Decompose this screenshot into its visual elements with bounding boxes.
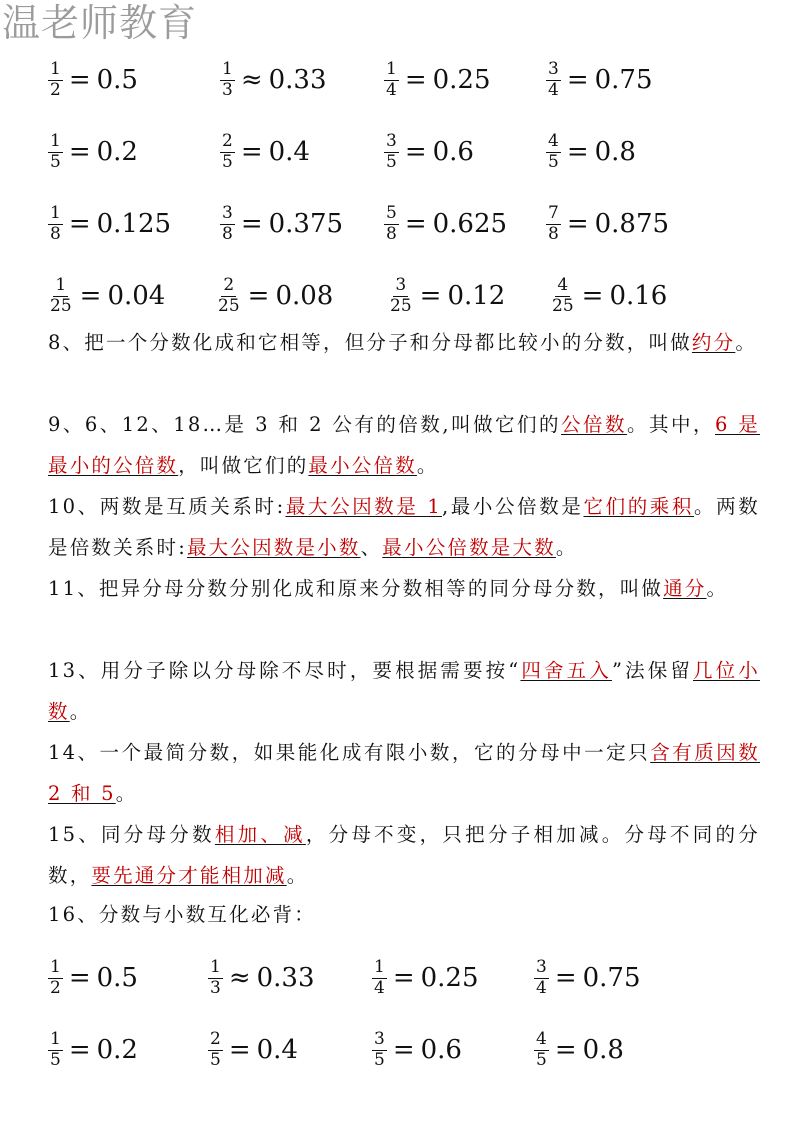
answer-blank: 最大公因数是 1 [285,495,442,518]
answer-blank: 最小公倍数 [308,454,417,477]
item-14: 14、一个最简分数，如果能化成有限小数，它的分母中一定只含有质因数 2 和 5。 [48,741,760,805]
fraction-cell: $\frac{1}{2}$ = 0.5 [50,58,138,100]
fraction-cell: $\frac{3}{8}$ = 0.375 [222,202,344,244]
answer-blank: 它们的乘积 [583,495,695,518]
fraction-row [0,196,800,252]
fraction-row [0,1022,800,1078]
item-16: 16、分数与小数互化必背： [48,903,316,926]
fraction-cell: $\frac{1}{5}$ = 0.2 [50,130,138,172]
fraction-cell: $\frac{7}{8}$ = 0.875 [548,202,670,244]
fraction-cell: $\frac{4}{5}$ = 0.8 [548,130,636,172]
fraction-cell: $\frac{1}{25}$ = 0.04 [50,274,166,316]
fraction-cell: $\frac{5}{8}$ = 0.625 [386,202,508,244]
answer-blank: 几位小数 [48,659,760,723]
item-13: 13、用分子除以分母除不尽时，要根据需要按“四舍五入”法保留几位小数。 [48,659,760,723]
item-11: 11、把异分母分数分别化成和原来分数相等的同分母分数，叫做通分。 [48,577,729,600]
fraction-cell: $\frac{1}{4}$ = 0.25 [386,58,491,100]
fraction-cell: $\frac{3}{4}$ = 0.75 [548,58,653,100]
answer-blank: 四舍五入 [520,659,612,682]
fraction-cell: $\frac{1}{5}$ = 0.2 [50,1028,138,1070]
answer-blank: 6 是最小的公倍数 [48,413,760,477]
answer-blank: 最大公因数是小数 [186,536,361,559]
fraction-cell: $\frac{1}{4}$ = 0.25 [374,956,479,998]
fraction-row [0,268,800,324]
fraction-cell: $\frac{4}{25}$ = 0.16 [552,274,668,316]
fraction-cell: $\frac{3}{4}$ = 0.75 [536,956,641,998]
fraction-cell: $\frac{2}{5}$ = 0.4 [210,1028,298,1070]
fraction-cell: $\frac{3}{5}$ = 0.6 [374,1028,462,1070]
answer-blank: 通分 [663,577,707,600]
fraction-row [0,124,800,180]
fraction-cell: $\frac{3}{5}$ = 0.6 [386,130,474,172]
fraction-cell: $\frac{3}{25}$ = 0.12 [390,274,506,316]
fraction-cell: $\frac{1}{2}$ = 0.5 [50,956,138,998]
item-8: 8、把一个分数化成和它相等，但分子和分母都比较小的分数，叫做约分。 [48,331,758,354]
answer-blank: 要先通分才能相加减 [91,864,287,887]
answer-blank: 含有质因数 2 和 5 [48,741,760,805]
fraction-row [0,950,800,1006]
answer-blank: 相加、减 [214,823,306,846]
fraction-cell: $\frac{1}{8}$ = 0.125 [50,202,172,244]
fraction-cell: $\frac{4}{5}$ = 0.8 [536,1028,624,1070]
answer-blank: 约分 [691,331,736,354]
fraction-cell: $\frac{2}{5}$ = 0.4 [222,130,310,172]
item-15: 15、同分母分数相加、减，分母不变，只把分子相加减。分母不同的分数，要先通分才能相加减。 [48,823,760,887]
answer-blank: 公倍数 [561,413,628,436]
item-9: 9、6、12、18…是 3 和 2 公有的倍数,叫做它们的公倍数。其中，6 是最小的公倍数，叫做它们的最小公倍数。 [48,413,760,477]
fraction-row [0,52,800,108]
fraction-cell: $\frac{2}{25}$ = 0.08 [218,274,334,316]
fraction-cell: $\frac{1}{3}$ ≈ 0.33 [210,956,315,998]
answer-blank: 最小公倍数是大数 [382,536,556,559]
fraction-cell: $\frac{1}{3}$ ≈ 0.33 [222,58,327,100]
item-10: 10、两数是互质关系时:最大公因数是 1,最小公倍数是它们的乘积。两数是倍数关系时:最大公因数是小数、最小公倍数是大数。 [48,495,760,559]
watermark: 温老师教育 [2,1,198,45]
